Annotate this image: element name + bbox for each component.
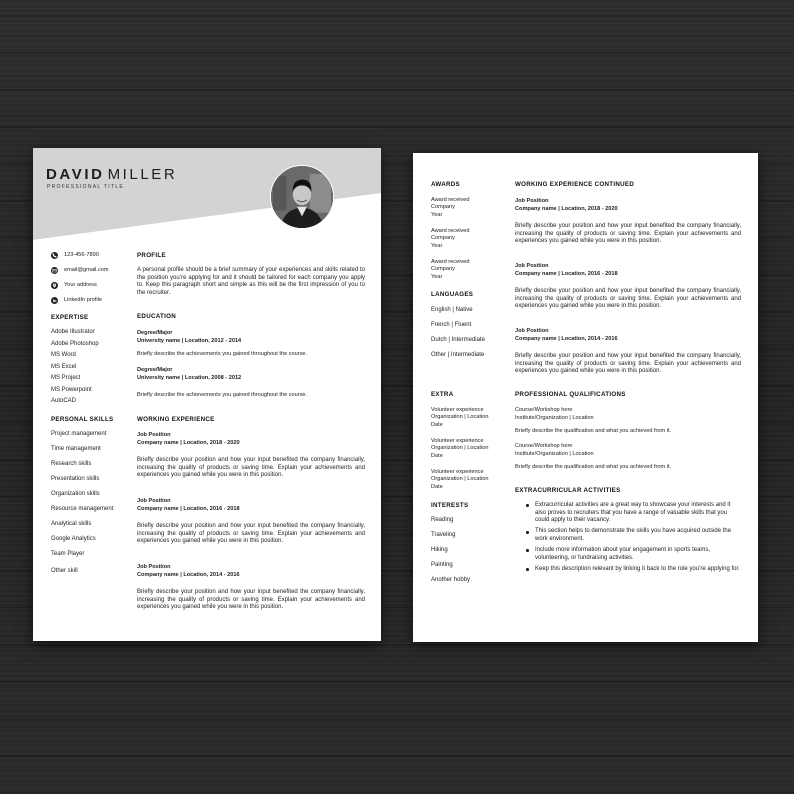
skill-item: Time management	[51, 446, 101, 452]
job-position: Job Position	[515, 263, 549, 269]
last-name: MILLER	[107, 166, 178, 183]
job-description: Briefly describe your position and how your input benefited the company financially, increasing the quality of products or saving time. Explain your achievements and experiences you gained while you were in this position.	[515, 223, 741, 245]
job-company: Company name | Location, 2016 - 2018	[137, 506, 240, 512]
extra-title: Volunteer experience	[431, 469, 484, 475]
extra-entry	[431, 469, 488, 491]
expertise-item: MS Powerpoint	[51, 386, 92, 393]
extra-organization: Organization | Location	[431, 476, 489, 483]
qualification-description: Briefly describe the qualification and what you achieved from it.	[515, 464, 672, 470]
languages-heading: LANGUAGES	[431, 291, 474, 298]
resume-page-2	[413, 153, 758, 642]
award-entry	[431, 259, 469, 281]
contact-phone	[51, 251, 99, 259]
contact-email	[51, 266, 109, 274]
expertise-item: MS Excel	[51, 363, 77, 370]
extra-heading: EXTRA	[431, 391, 454, 398]
award-company: Company	[431, 266, 455, 273]
extra-date: Date	[431, 483, 443, 490]
profile-text: A personal profile should be a brief summary of your experiences and skills related to the position you’re applying for and it should be tailored for each company you apply to. Keep this paragraph short and simple as this will be the first impression of you to the recruiter.	[137, 267, 365, 296]
expertise-item: Adobe Photoshop	[51, 340, 99, 347]
skill-item: Research skills	[51, 461, 92, 467]
expertise-item: AutoCAD	[51, 398, 77, 404]
expertise-heading: EXPERTISE	[51, 314, 89, 321]
education-school: University name | Location, 2008 - 2012	[137, 375, 242, 381]
award-name: Award received	[431, 197, 470, 203]
qualification-institute: Institute/Organization | Location	[515, 415, 594, 421]
language-item: Other | Intermediate	[431, 352, 485, 358]
profile-photo	[270, 165, 334, 229]
education-school: University name | Location, 2012 - 2014	[137, 338, 242, 344]
award-year: Year	[431, 242, 443, 249]
expertise-item: Adobe Illustrator	[51, 329, 95, 335]
expertise-item: MS Project	[51, 375, 81, 381]
education-degree: Degree/Major	[137, 367, 173, 373]
extra-title: Volunteer experience	[431, 438, 484, 444]
education-degree: Degree/Major	[137, 330, 173, 336]
awards-heading: AWARDS	[431, 181, 460, 188]
linkedin-icon	[51, 297, 58, 304]
qualification-institute: Institute/Organization | Location	[515, 451, 594, 457]
resume-page-1	[33, 148, 381, 641]
job-description: Briefly describe your position and how your input benefited the company financially, increasing the quality of products or saving time. Explain your achievements and experiences you gained while you were in this position.	[137, 589, 365, 611]
qualification-description: Briefly describe the qualification and what you achieved from it.	[515, 428, 672, 434]
extracurricular-bullet: Extracurricular activities are a great way to showcase your interests and it also proves to recruiters that you have a range of valuable skills that you could apply to their vacancy.	[525, 502, 743, 525]
education-description: Briefly describe the achievements you gained throughout the course.	[137, 351, 308, 357]
extra-date: Date	[431, 421, 443, 428]
job-company: Company name | Location, 2016 - 2018	[515, 271, 618, 277]
award-entry	[431, 228, 469, 250]
extracurricular-heading: EXTRACURRICULAR ACTIVITIES	[515, 487, 621, 494]
award-year: Year	[431, 273, 443, 280]
language-item: Dutch | Intermediate	[431, 337, 485, 343]
work-continued-heading: WORKING EXPERIENCE CONTINUED	[515, 181, 635, 188]
extra-title: Volunteer experience	[431, 407, 484, 413]
skill-item: Other skill	[51, 568, 78, 574]
phone-icon	[51, 252, 58, 259]
email-icon	[51, 267, 58, 274]
skill-item: Team Player	[51, 551, 85, 557]
extra-organization: Organization | Location	[431, 414, 489, 421]
language-item: English | Native	[431, 307, 473, 313]
education-heading: EDUCATION	[137, 313, 177, 320]
phone-number: 123-456-7890	[64, 252, 99, 258]
expertise-item: MS Word	[51, 352, 76, 358]
location-icon	[51, 282, 58, 289]
job-company: Company name | Location, 2014 - 2016	[137, 572, 240, 578]
award-name: Award received	[431, 228, 470, 234]
job-description: Briefly describe your position and how your input benefited the company financially, increasing the quality of products or saving time. Explain your achievements and experiences you gained while you were in this position.	[137, 523, 365, 545]
language-item: French | Fluent	[431, 322, 472, 328]
candidate-name	[46, 166, 177, 183]
extracurricular-bullet: Include more information about your engagement in sports teams, volunteering, or fundraising activities.	[525, 547, 743, 562]
qualification-course: Course/Workshop here	[515, 407, 573, 413]
address: Your address	[64, 282, 97, 288]
job-description: Briefly describe your position and how your input benefited the company financially, increasing the quality of products or saving time. Explain your achievements and experiences you gained while you were in this position.	[137, 457, 365, 479]
personal-skills-heading: PERSONAL SKILLS	[51, 416, 114, 423]
skill-item: Project management	[51, 431, 107, 437]
extracurricular-bullet: This section helps to demonstrate the skills you have acquired outside the work environment.	[525, 528, 743, 543]
extracurricular-list	[525, 502, 743, 577]
first-name: DAVID	[46, 166, 105, 183]
education-description: Briefly describe the achievements you gained throughout the course.	[137, 392, 308, 398]
qualification-course: Course/Workshop here	[515, 443, 573, 449]
job-company: Company name | Location, 2018 - 2020	[137, 440, 240, 446]
skill-item: Resource management	[51, 506, 114, 512]
interest-item: Traveling	[431, 532, 456, 538]
award-company: Company	[431, 235, 455, 242]
award-entry	[431, 197, 469, 219]
contact-address	[51, 281, 97, 289]
linkedin-profile[interactable]: LinkedIn profile	[64, 297, 102, 303]
professional-title: PROFESSIONAL TITLE	[47, 184, 125, 190]
job-position: Job Position	[515, 328, 549, 334]
extra-entry	[431, 407, 488, 429]
job-description: Briefly describe your position and how your input benefited the company financially, increasing the quality of products or saving time. Explain your achievements and experiences you gained while you were in this position.	[515, 353, 741, 375]
job-position: Job Position	[137, 564, 171, 570]
interest-item: Hiking	[431, 547, 448, 553]
person-silhouette-icon	[271, 166, 333, 228]
job-company: Company name | Location, 2014 - 2016	[515, 336, 618, 342]
email-address[interactable]: email@gmail.com	[64, 267, 109, 273]
interest-item: Another hobby	[431, 577, 471, 583]
extracurricular-bullet: Keep this description relevant by linking it back to the role you’re applying for.	[525, 566, 743, 574]
interests-heading: INTERESTS	[431, 502, 469, 509]
job-position: Job Position	[137, 432, 171, 438]
skill-item: Organization skills	[51, 491, 100, 497]
award-company: Company	[431, 204, 455, 211]
work-heading: WORKING EXPERIENCE	[137, 416, 215, 423]
award-year: Year	[431, 211, 443, 218]
qualifications-heading: PROFESSIONAL QUALIFICATIONS	[515, 391, 626, 398]
extra-entry	[431, 438, 488, 460]
job-description: Briefly describe your position and how your input benefited the company financially, increasing the quality of products or saving time. Explain your achievements and experiences you gained while you were in this position.	[515, 288, 741, 310]
contact-linkedin	[51, 296, 102, 304]
skill-item: Presentation skills	[51, 476, 100, 482]
interest-item: Painting	[431, 562, 453, 568]
extra-date: Date	[431, 452, 443, 459]
profile-heading: PROFILE	[137, 252, 166, 259]
extra-organization: Organization | Location	[431, 445, 489, 452]
skill-item: Google Analytics	[51, 536, 96, 542]
job-position: Job Position	[137, 498, 171, 504]
skill-item: Analytical skills	[51, 521, 92, 527]
interest-item: Reading	[431, 517, 454, 523]
job-company: Company name | Location, 2018 - 2020	[515, 206, 618, 212]
award-name: Award received	[431, 259, 470, 265]
job-position: Job Position	[515, 198, 549, 204]
